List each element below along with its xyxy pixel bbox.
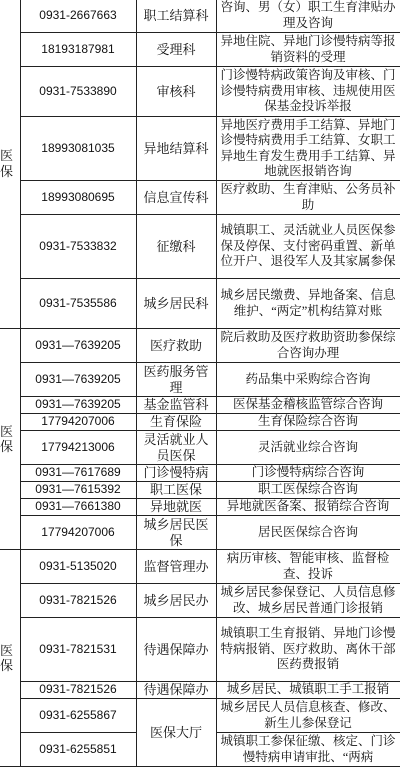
phone-cell: 17794207006 [20,414,136,431]
group-label: 医保 [0,329,20,550]
dept-cell: 生育保险 [136,414,216,431]
phone-cell: 18993080695 [20,181,136,215]
dept-cell: 职工结算科 [136,0,216,33]
table-row [0,0,400,33]
dept-cell: 灵活就业人员医保 [136,431,216,465]
phone-cell: 0931-7821531 [20,618,136,682]
phone-cell: 0931-7821526 [20,584,136,618]
desc-cell: 院后救助及医疗救助资助参保综合咨询办理 [216,329,400,363]
desc-cell: 医疗救助、生育津贴、公务员补助 [216,181,400,215]
table-row [0,279,400,329]
table-row [0,499,400,516]
phone-cell: 0931-7533890 [20,67,136,117]
desc-cell: 异地住院、异地门诊慢特病等报销资料的受理 [216,33,400,67]
phone-cell: 0931-7535586 [20,279,136,329]
table-row [0,682,400,699]
dept-cell: 待遇保障办 [136,618,216,682]
desc-cell: 居民医保综合咨询 [216,516,400,550]
table-row [0,482,400,499]
phone-cell: 0931-5135020 [20,550,136,584]
table-row [0,215,400,279]
desc-cell: 生育保险综合咨询 [216,414,400,431]
phone-cell: 18193187981 [20,33,136,67]
dept-cell: 征缴科 [136,215,216,279]
dept-cell: 医疗救助 [136,329,216,363]
table-row [0,699,400,733]
dept-cell: 审核科 [136,67,216,117]
table-row [0,397,400,414]
phone-cell: 18993081035 [20,117,136,181]
dept-cell: 监督管理办 [136,550,216,584]
dept-cell: 城乡居民办 [136,584,216,618]
table-row [0,363,400,397]
phone-cell: 0931—7661380 [20,499,136,516]
phone-cell: 0931-2667663 [20,0,136,33]
table-row [0,431,400,465]
dept-cell: 医药服务管理 [136,363,216,397]
table-row [0,516,400,550]
phone-cell: 0931-7821526 [20,682,136,699]
desc-cell: 城镇职工参保征缴、核定、门诊慢特病申请审批、“两病 [216,733,400,767]
table-row [0,584,400,618]
desc-cell: 城乡居民参保登记、人员信息修改、城乡居民普通门诊报销 [216,584,400,618]
desc-cell: 城乡居民人员信息核查、修改、新生儿参保登记 [216,699,400,733]
desc-cell: 药品集中采购综合咨询 [216,363,400,397]
desc-cell: 咨询、男（女）职工生育津贴办理及咨询 [216,0,400,33]
phone-cell: 0931-7533832 [20,215,136,279]
dept-cell: 异地就医 [136,499,216,516]
phone-cell: 0931—7639205 [20,363,136,397]
phone-cell: 0931-6255867 [20,699,136,733]
dept-cell: 城乡居民科 [136,279,216,329]
desc-cell: 灵活就业综合咨询 [216,431,400,465]
dept-cell: 职工医保 [136,482,216,499]
desc-cell: 城乡居民、城镇职工手工报销 [216,682,400,699]
table-row [0,618,400,682]
phone-cell: 0931—7615392 [20,482,136,499]
dept-cell: 异地结算科 [136,117,216,181]
desc-cell: 门诊慢特病综合咨询 [216,465,400,482]
dept-cell: 基金监管科 [136,397,216,414]
desc-cell: 城镇职工生育报销、异地门诊慢特病报销、医疗救助、离休干部医药费报销 [216,618,400,682]
dept-cell: 城乡居民医保 [136,516,216,550]
desc-cell: 职工医保综合咨询 [216,482,400,499]
table-row [0,33,400,67]
table-row [0,465,400,482]
dept-cell: 医保大厅 [136,699,216,767]
table-row [0,67,400,117]
table-row [0,117,400,181]
phone-cell: 17794207006 [20,516,136,550]
phone-cell: 0931—7617689 [20,465,136,482]
table-row [0,550,400,584]
group-label: 医保 [0,0,20,329]
desc-cell: 异地医疗费用手工结算、异地门诊慢特病费用手工结算、女职工异地生育发生费用手工结算、异地就医报销咨询 [216,117,400,181]
phone-cell: 0931—7639205 [20,329,136,363]
dept-cell: 信息宣传科 [136,181,216,215]
table-row [0,181,400,215]
desc-cell: 门诊慢特病政策咨询及审核、门诊慢特病费用审核、违规使用医保基金投诉举报 [216,67,400,117]
table-row [0,414,400,431]
phone-cell: 17794213006 [20,431,136,465]
dept-cell: 门诊慢特病 [136,465,216,482]
desc-cell: 城乡居民缴费、异地备案、信息维护、“两定”机构结算对账 [216,279,400,329]
table-row [0,329,400,363]
dept-cell: 待遇保障办 [136,682,216,699]
desc-cell: 城镇职工、灵活就业人员医保参保及停保、支付密码重置、新单位开户、退役军人及其家属参保 [216,215,400,279]
desc-cell: 异地就医备案、报销综合咨询 [216,499,400,516]
phone-cell: 0931—7639205 [20,397,136,414]
desc-cell: 医保基金稽核监管综合咨询 [216,397,400,414]
desc-cell: 病历审核、智能审核、监督检查、投诉 [216,550,400,584]
group-label: 医保 [0,550,20,767]
dept-cell: 受理科 [136,33,216,67]
phone-cell: 0931-6255851 [20,733,136,767]
